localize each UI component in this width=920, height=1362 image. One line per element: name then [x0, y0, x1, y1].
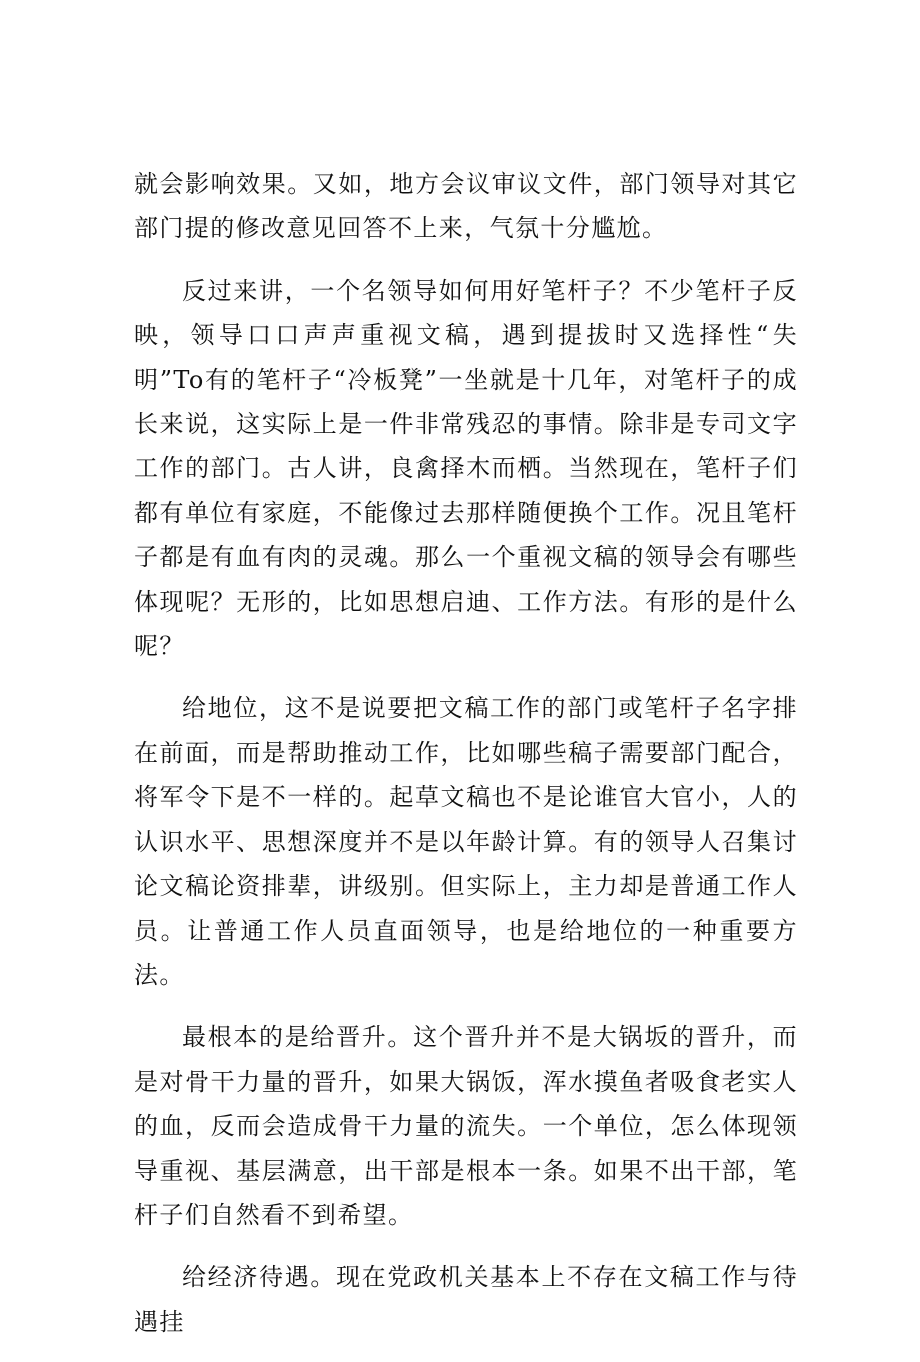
document-body — [134, 162, 798, 1362]
paragraph-3: 给地位，这不是说要把文稿工作的部门或笔杆子名字排在前面，而是帮助推动工作，比如哪些稿子需要部门配合，将军令下是不一样的。起草文稿也不是论谁官大官小，人的认识水平、思想深度并不是以年龄计算。有的领导人召集讨论文稿论资排辈，讲级别。但实际上，主力却是普通工作人员。让普通工作人员直面领导，也是给地位的一种重要方法。 — [134, 694, 798, 989]
paragraph-4: 最根本的是给晋升。这个晋升并不是大锅坂的晋升，而是对骨干力量的晋升，如果大锅饭，浑水摸鱼者吸食老实人的血，反而会造成骨干力量的流失。一个单位，怎么体现领导重视、基层满意，出干部是根本一条。如果不出干部，笔杆子们自然看不到希望。 — [134, 1023, 798, 1229]
paragraph-5: 给经济待遇。现在党政机关基本上不存在文稿工作与待遇挂 — [134, 1263, 798, 1336]
paragraph-2: 反过来讲，一个名领导如何用好笔杆子？不少笔杆子反映，领导口口声声重视文稿，遇到提拔时又选择性“失明”To有的笔杆子“冷板凳”一坐就是十几年，对笔杆子的成长来说，这实际上是一件非常残忍的事情。除非是专司文字工作的部门。古人讲，良禽择木而栖。当然现在，笔杆子们都有单位有家庭，不能像过去那样随便换个工作。况且笔杆子都是有血有肉的灵魂。那么一个重视文稿的领导会有哪些体现呢？无形的，比如思想启迪、工作方法。有形的是什么呢？ — [134, 276, 798, 661]
paragraph-1: 就会影响效果。又如，地方会议审议文件，部门领导对其它部门提的修改意见回答不上来，气氛十分尴尬。 — [134, 170, 798, 243]
